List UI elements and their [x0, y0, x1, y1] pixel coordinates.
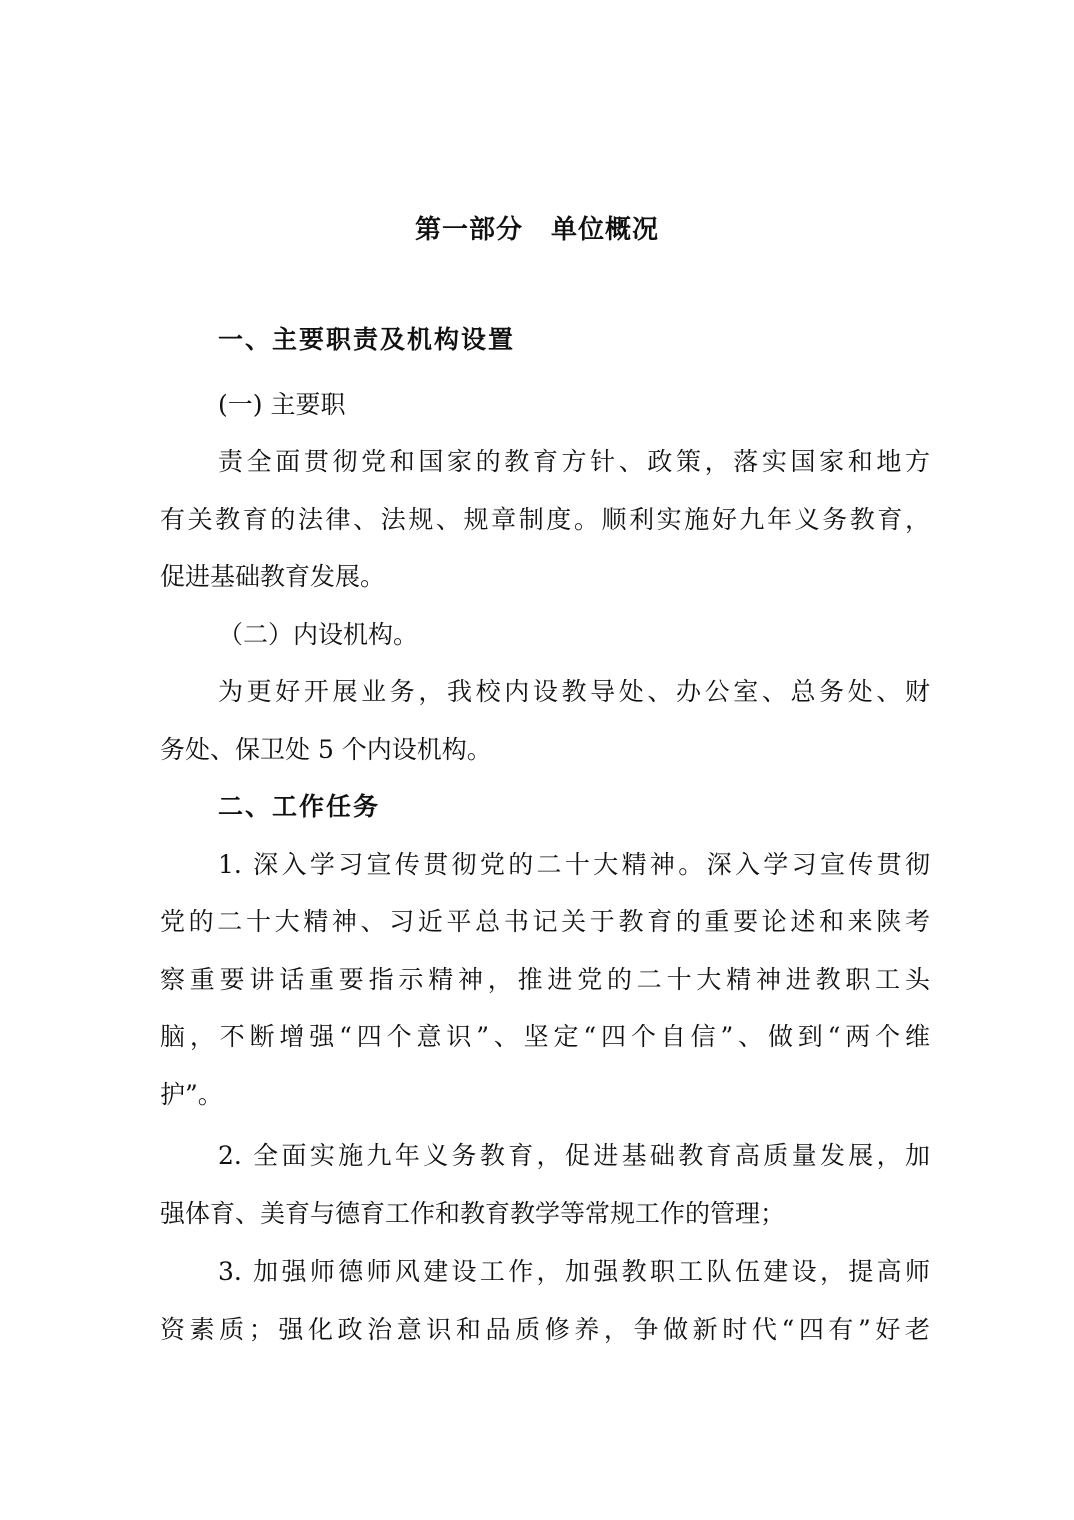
sub1-heading: (一) 主要职: [218, 390, 346, 419]
page-title-name: 单位概况: [551, 215, 660, 245]
item1-line-5: 护”。: [160, 1080, 223, 1109]
sub2-line-1: 为更好开展业务，我校内设教导处、办公室、总务处、财: [218, 677, 930, 706]
item1-line-3: 察重要讲话重要指示精神，推进党的二十大精神进教职工头: [160, 965, 930, 994]
page-title-part: 第一部分: [414, 215, 523, 245]
sub1-line-3: 促进基础教育发展。: [160, 562, 386, 591]
item1-line-4: 脑，不断增强“四个意识”、坚定“四个自信”、做到“两个维: [160, 1022, 930, 1051]
sub1-line-2: 有关教育的法律、法规、规章制度。顺利实施好九年义务教育，: [160, 505, 930, 534]
sub2-line-2: 务处、保卫处 5 个内设机构。: [160, 735, 492, 764]
section2-heading: 二、工作任务: [218, 792, 381, 821]
item2-line-2: 强体育、美育与德育工作和教育教学等常规工作的管理；: [160, 1199, 786, 1228]
sub2-heading: （二）内设机构。: [218, 620, 419, 649]
item3-line-2: 资素质；强化政治意识和品质修养，争做新时代“四有”好老: [160, 1315, 930, 1344]
item3-line-1: 3. 加强师德师风建设工作，加强教职工队伍建设，提高师: [218, 1257, 930, 1286]
section1-heading: 一、主要职责及机构设置: [218, 325, 516, 354]
page-title: [0, 208, 1074, 252]
item1-line-1: 1. 深入学习宣传贯彻党的二十大精神。深入学习宣传贯彻: [218, 850, 930, 879]
sub1-line-1: 责全面贯彻党和国家的教育方针、政策，落实国家和地方: [218, 447, 930, 476]
item2-line-1: 2. 全面实施九年义务教育，促进基础教育高质量发展，加: [218, 1141, 930, 1170]
item1-line-2: 党的二十大精神、习近平总书记关于教育的重要论述和来陕考: [160, 907, 930, 936]
